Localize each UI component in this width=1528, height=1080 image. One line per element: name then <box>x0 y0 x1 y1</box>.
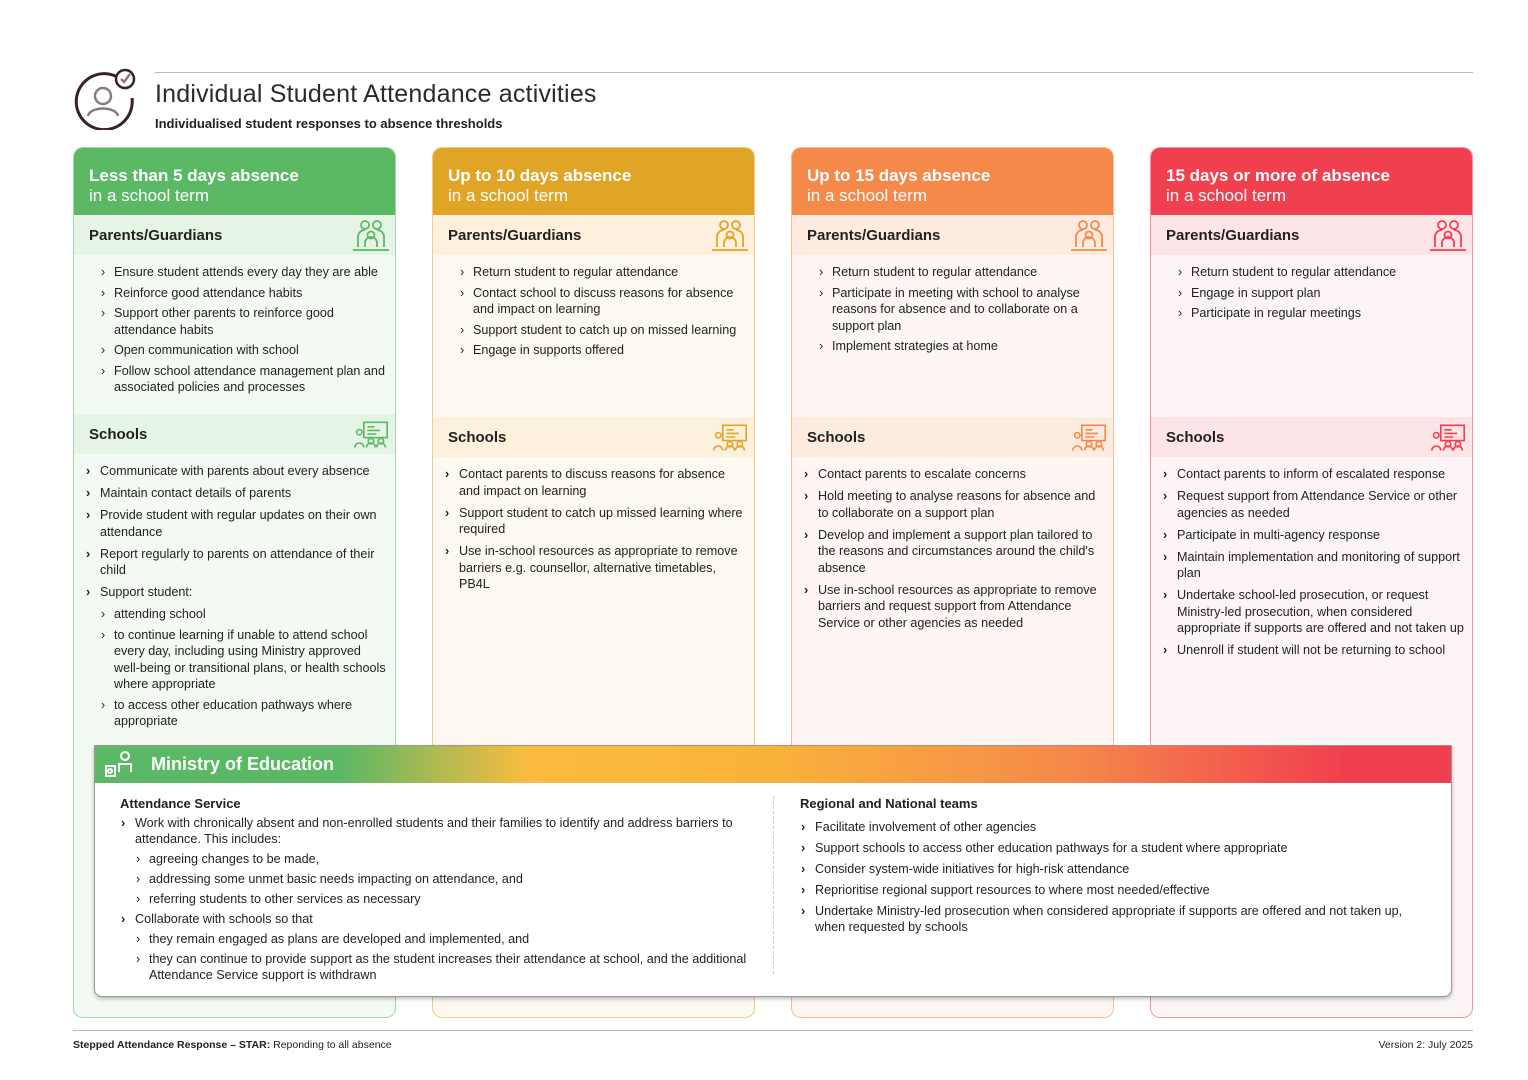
column-header <box>74 148 395 215</box>
footer-program: Stepped Attendance Response – STAR: <box>73 1039 271 1051</box>
list-item: › Open communication with school <box>114 342 387 359</box>
family-icon <box>1071 219 1107 251</box>
page-title: Individual Student Attendance activities <box>155 80 597 108</box>
footer-program-desc: Reponding to all absence <box>270 1039 392 1051</box>
ministry-header <box>95 746 1451 783</box>
list-item: › Support student to catch up on missed learning <box>473 322 746 339</box>
column-header <box>792 148 1113 215</box>
parents-list <box>1151 255 1472 419</box>
schools-list <box>1151 457 1472 659</box>
schools-section-header <box>433 417 754 457</box>
classroom-icon <box>353 418 389 450</box>
parents-section-header <box>74 215 395 255</box>
parents-list <box>74 255 395 419</box>
parents-list <box>792 255 1113 419</box>
list-item: › Develop and implement a support plan tailored to the reasons and circumstances around the child's absence <box>818 527 1105 577</box>
list-item: › Support student to catch up missed learning where required <box>459 505 746 538</box>
list-item: › Provide student with regular updates on their own attendance <box>100 507 387 540</box>
list-item: › Use in-school resources as appropriate to remove barriers e.g. counsellor, alternative timetables, PB4L <box>459 543 746 593</box>
column-heading: Up to 10 days absence <box>448 166 632 185</box>
list-item: › Request support from Attendance Service or other agencies as needed <box>1177 488 1464 521</box>
column-subheading: in a school term <box>89 186 209 205</box>
list-item: › Return student to regular attendance <box>473 264 746 281</box>
ministry-people-icon <box>103 750 139 780</box>
regional-teams <box>800 796 1420 940</box>
attendance-service-heading: Attendance Service <box>120 796 241 811</box>
ministry-panel <box>94 745 1452 997</box>
list-item: › agreeing changes to be made, <box>149 851 760 867</box>
list-item: › attending school <box>114 606 387 623</box>
list-item: › Participate in meeting with school to analyse reasons for absence and to collaborate on a support plan <box>832 285 1105 335</box>
schools-list <box>433 457 754 593</box>
column-subheading: in a school term <box>1166 186 1286 205</box>
parents-section-header <box>792 215 1113 255</box>
column-header <box>433 148 754 215</box>
list-item: › Collaborate with schools so that <box>135 911 760 927</box>
column-heading: Up to 15 days absence <box>807 166 991 185</box>
family-icon <box>1430 219 1466 251</box>
schools-list <box>792 457 1113 631</box>
list-item: › Implement strategies at home <box>832 338 1105 355</box>
list-item: › Ensure student attends every day they are able <box>114 264 387 281</box>
list-item: › addressing some unmet basic needs impacting on attendance, and <box>149 871 760 887</box>
family-icon <box>353 219 389 251</box>
parents-label: Parents/Guardians <box>807 226 941 244</box>
list-item: › Follow school attendance management plan and associated policies and processes <box>114 363 387 396</box>
schools-label: Schools <box>448 428 507 446</box>
list-item: › Support student: <box>100 584 387 601</box>
list-item: › Contact parents to escalate concerns <box>818 466 1105 483</box>
classroom-icon <box>1071 421 1107 453</box>
schools-section-header <box>74 414 395 454</box>
list-item: › Contact parents to inform of escalated response <box>1177 466 1464 483</box>
list-item: › they remain engaged as plans are developed and implemented, and <box>149 931 760 947</box>
list-item: › Undertake Ministry-led prosecution when considered appropriate if supports are offered and not taken up, when requested by schools <box>815 903 1420 935</box>
ministry-title: Ministry of Education <box>151 754 335 774</box>
list-item: › Reprioritise regional support resources to where most needed/effective <box>815 882 1420 898</box>
list-item: › Work with chronically absent and non-enrolled students and their families to identify and address barriers to attendance. This includes: <box>135 815 760 847</box>
list-item: › Hold meeting to analyse reasons for absence and to collaborate on a support plan <box>818 488 1105 521</box>
column-subheading: in a school term <box>807 186 927 205</box>
header-rule <box>155 72 1473 73</box>
parents-list <box>433 255 754 419</box>
footer-version: Version 2: July 2025 <box>1378 1039 1473 1051</box>
schools-section-header <box>1151 417 1472 457</box>
list-item: › Return student to regular attendance <box>832 264 1105 281</box>
list-item: › Report regularly to parents on attendance of their child <box>100 546 387 579</box>
parents-label: Parents/Guardians <box>448 226 582 244</box>
attendance-service <box>120 796 760 987</box>
divider <box>773 796 774 974</box>
list-item: › Participate in regular meetings <box>1191 305 1464 322</box>
schools-label: Schools <box>89 425 148 443</box>
regional-teams-heading: Regional and National teams <box>800 796 978 811</box>
schools-section-header <box>792 417 1113 457</box>
parents-section-header <box>433 215 754 255</box>
family-icon <box>712 219 748 251</box>
list-item: › to access other education pathways where appropriate <box>114 697 387 730</box>
list-item: › referring students to other services as necessary <box>149 891 760 907</box>
list-item: › Engage in support plan <box>1191 285 1464 302</box>
schools-label: Schools <box>1166 428 1225 446</box>
list-item: › Facilitate involvement of other agencies <box>815 819 1420 835</box>
column-subheading: in a school term <box>448 186 568 205</box>
schools-label: Schools <box>807 428 866 446</box>
list-item: › Engage in supports offered <box>473 342 746 359</box>
list-item: › Reinforce good attendance habits <box>114 285 387 302</box>
list-item: › Use in-school resources as appropriate to remove barriers and request support from Attendance Service or other agencies as needed <box>818 582 1105 632</box>
classroom-icon <box>712 421 748 453</box>
list-item: › Maintain implementation and monitoring of support plan <box>1177 549 1464 582</box>
classroom-icon <box>1430 421 1466 453</box>
list-item: › Return student to regular attendance <box>1191 264 1464 281</box>
parents-section-header <box>1151 215 1472 255</box>
column-heading: 15 days or more of absence <box>1166 166 1390 185</box>
student-check-icon <box>72 68 136 130</box>
list-item: › they can continue to provide support as the student increases their attendance at school, and the additional Attendance Service support is withdrawn <box>149 951 760 983</box>
list-item: › Contact school to discuss reasons for absence and impact on learning <box>473 285 746 318</box>
list-item: › Communicate with parents about every absence <box>100 463 387 480</box>
list-item: › Support other parents to reinforce good attendance habits <box>114 305 387 338</box>
list-item: › Support schools to access other education pathways for a student where appropriate <box>815 840 1420 856</box>
column-header <box>1151 148 1472 215</box>
parents-label: Parents/Guardians <box>1166 226 1300 244</box>
list-item: › Participate in multi-agency response <box>1177 527 1464 544</box>
list-item: › Undertake school-led prosecution, or request Ministry-led prosecution, when considered appropriate if supports are offered and not taken up <box>1177 587 1464 637</box>
column-heading: Less than 5 days absence <box>89 166 299 185</box>
schools-list <box>74 454 395 730</box>
page-subtitle: Individualised student responses to absence thresholds <box>155 116 503 131</box>
list-item: › Contact parents to discuss reasons for absence and impact on learning <box>459 466 746 499</box>
list-item: › Unenroll if student will not be returning to school <box>1177 642 1464 659</box>
list-item: › Maintain contact details of parents <box>100 485 387 502</box>
footer-left <box>73 1039 392 1051</box>
footer-rule <box>73 1030 1473 1031</box>
parents-label: Parents/Guardians <box>89 226 223 244</box>
list-item: › Consider system-wide initiatives for high-risk attendance <box>815 861 1420 877</box>
list-item: › to continue learning if unable to attend school every day, including using Ministry approved well-being or transitional plans, or health schools where appropriate <box>114 627 387 693</box>
